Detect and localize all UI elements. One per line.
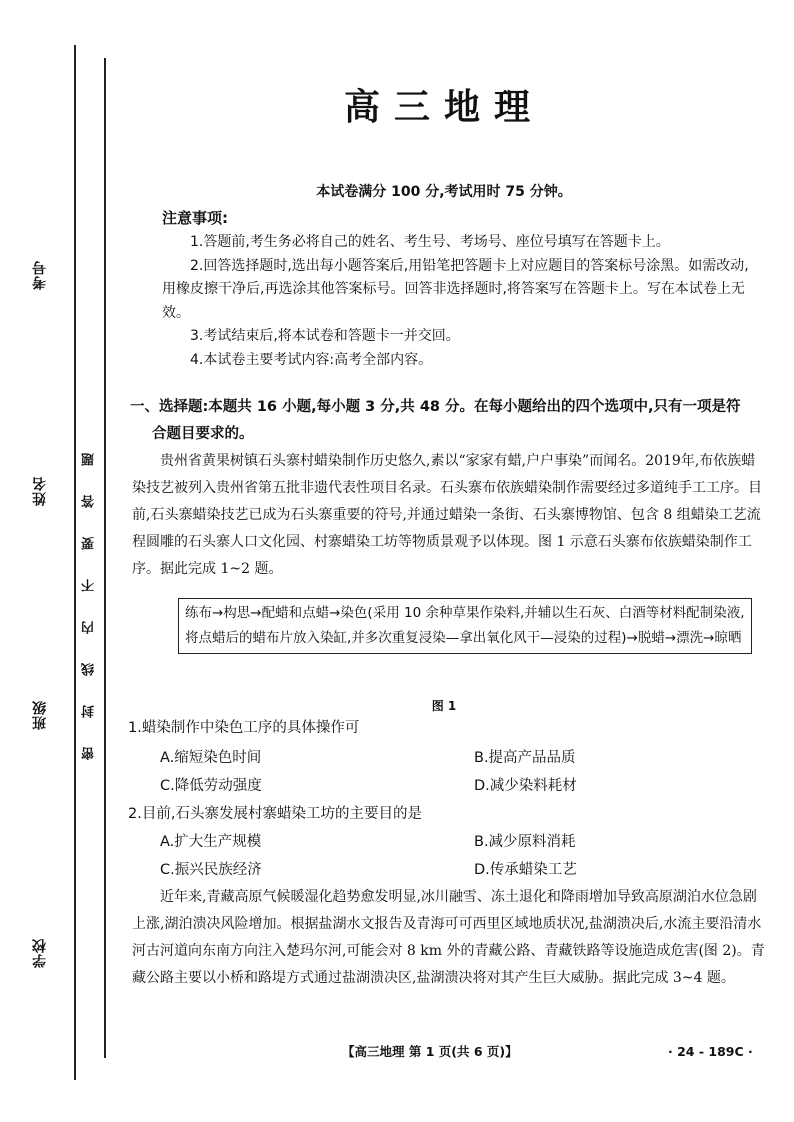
notice-heading: 注意事项: [162, 209, 228, 227]
question-2-option-a[interactable]: A.扩大生产规模 [160, 834, 262, 850]
name-label: 姓名 [32, 476, 48, 506]
question-1-stem: 1.蜡染制作中染色工序的具体操作可 [128, 720, 360, 736]
page-footer: 【高三地理 第 1 页(共 6 页)】 [342, 1044, 518, 1059]
section-heading: 一、选择题:本题共 16 小题,每小题 3 分,共 48 分。在每小题给出的四个选项中,只有一项是符 合题目要求的。 [130, 399, 741, 442]
question-1-option-d[interactable]: D.减少染料耗材 [474, 778, 577, 794]
notice-item: 3.考试结束后,将本试卷和答题卡一并交回。 [190, 328, 460, 344]
question-2-option-c[interactable]: C.振兴民族经济 [160, 862, 262, 878]
notice-item: 4.本试卷主要考试内容:高考全部内容。 [190, 351, 433, 368]
question-2-stem: 2.目前,石头寨发展村寨蜡染工坊的主要目的是 [128, 806, 422, 822]
school-label: 学校 [32, 938, 48, 968]
seal-line-text: 密封线内不要答题 [82, 424, 97, 760]
exam-info: 本试卷满分 100 分,考试用时 75 分钟。 [316, 184, 572, 200]
exam-page [120, 0, 768, 1122]
notice-list [162, 231, 762, 372]
figure-1-caption: 图 1 [431, 699, 457, 713]
binding-line-inner [104, 58, 106, 1058]
question-1-option-b[interactable]: B.提高产品品质 [474, 750, 576, 766]
question-1-option-c[interactable]: C.降低劳动强度 [160, 778, 262, 794]
question-2-option-b[interactable]: B.减少原料消耗 [474, 834, 576, 850]
paper-code: · 24 - 189C · [668, 1044, 753, 1059]
exam-number-label: 考号 [32, 260, 48, 290]
passage-2: 近年来,青藏高原气候暖湿化趋势愈发明显,冰川融雪、冻土退化和降雨增加导致高原湖泊水位急剧上涨,湖泊溃决风险增加。根据盐湖水文报告及青海可可西里区域地质状况,盐湖溃决后,水流主要沿清水河古河道向东南方向注入楚玛尔河,可能会对 8 km 外的青藏公路、青藏铁路等设施造成危害(图 2)。青藏公路主要以小桥和路堤方式通过盐湖溃决区,盐湖溃决将对其产生巨大威胁。据此完成 3~4 题。 [132, 889, 765, 986]
question-1-option-a[interactable]: A.缩短染色时间 [160, 750, 262, 766]
passage-1: 贵州省黄果树镇石头寨村蜡染制作历史悠久,素以“家家有蜡,户户事染”而闻名。2019年,布依族蜡染技艺被列入贵州省第五批非遗代表性项目名录。石头寨布依族蜡染制作需要经过多道纯手工工序。目前,石头寨蜡染技艺已成为石头寨重要的符号,并通过蜡染一条街、石头寨博物馆、包含 8 组蜡染工艺流程圆雕的石头寨人口文化园、村寨蜡染工坊等物质景观予以体现。图 1 示意石头寨布依族蜡染制作工序。据此完成 1~2 题。 [132, 453, 762, 577]
class-label: 班级 [32, 700, 48, 730]
binding-margin [0, 0, 125, 1122]
figure-1-flow-box: 练布→构思→配蜡和点蜡→染色(采用 10 余种草果作染料,并辅以生石灰、白酒等材料配制染液,将点蜡后的蜡布片放入染缸,并多次重复浸染—拿出氧化风干—浸染的过程)→脱蜡→漂洗→晾晒 [178, 598, 752, 654]
binding-line-outer [74, 45, 76, 1080]
page-title: 高三地理 [343, 87, 544, 128]
question-2-option-d[interactable]: D.传承蜡染工艺 [474, 862, 577, 878]
notice-item: 2.回答选择题时,选出每小题答案后,用铅笔把答题卡上对应题目的答案标号涂黑。如需改动,用橡皮擦干净后,再选涂其他答案标号。回答非选择题时,将答案写在答题卡上。写在本试卷上无效。 [162, 257, 749, 321]
notice-item: 1.答题前,考生务必将自己的姓名、考生号、考场号、座位号填写在答题卡上。 [190, 234, 670, 250]
